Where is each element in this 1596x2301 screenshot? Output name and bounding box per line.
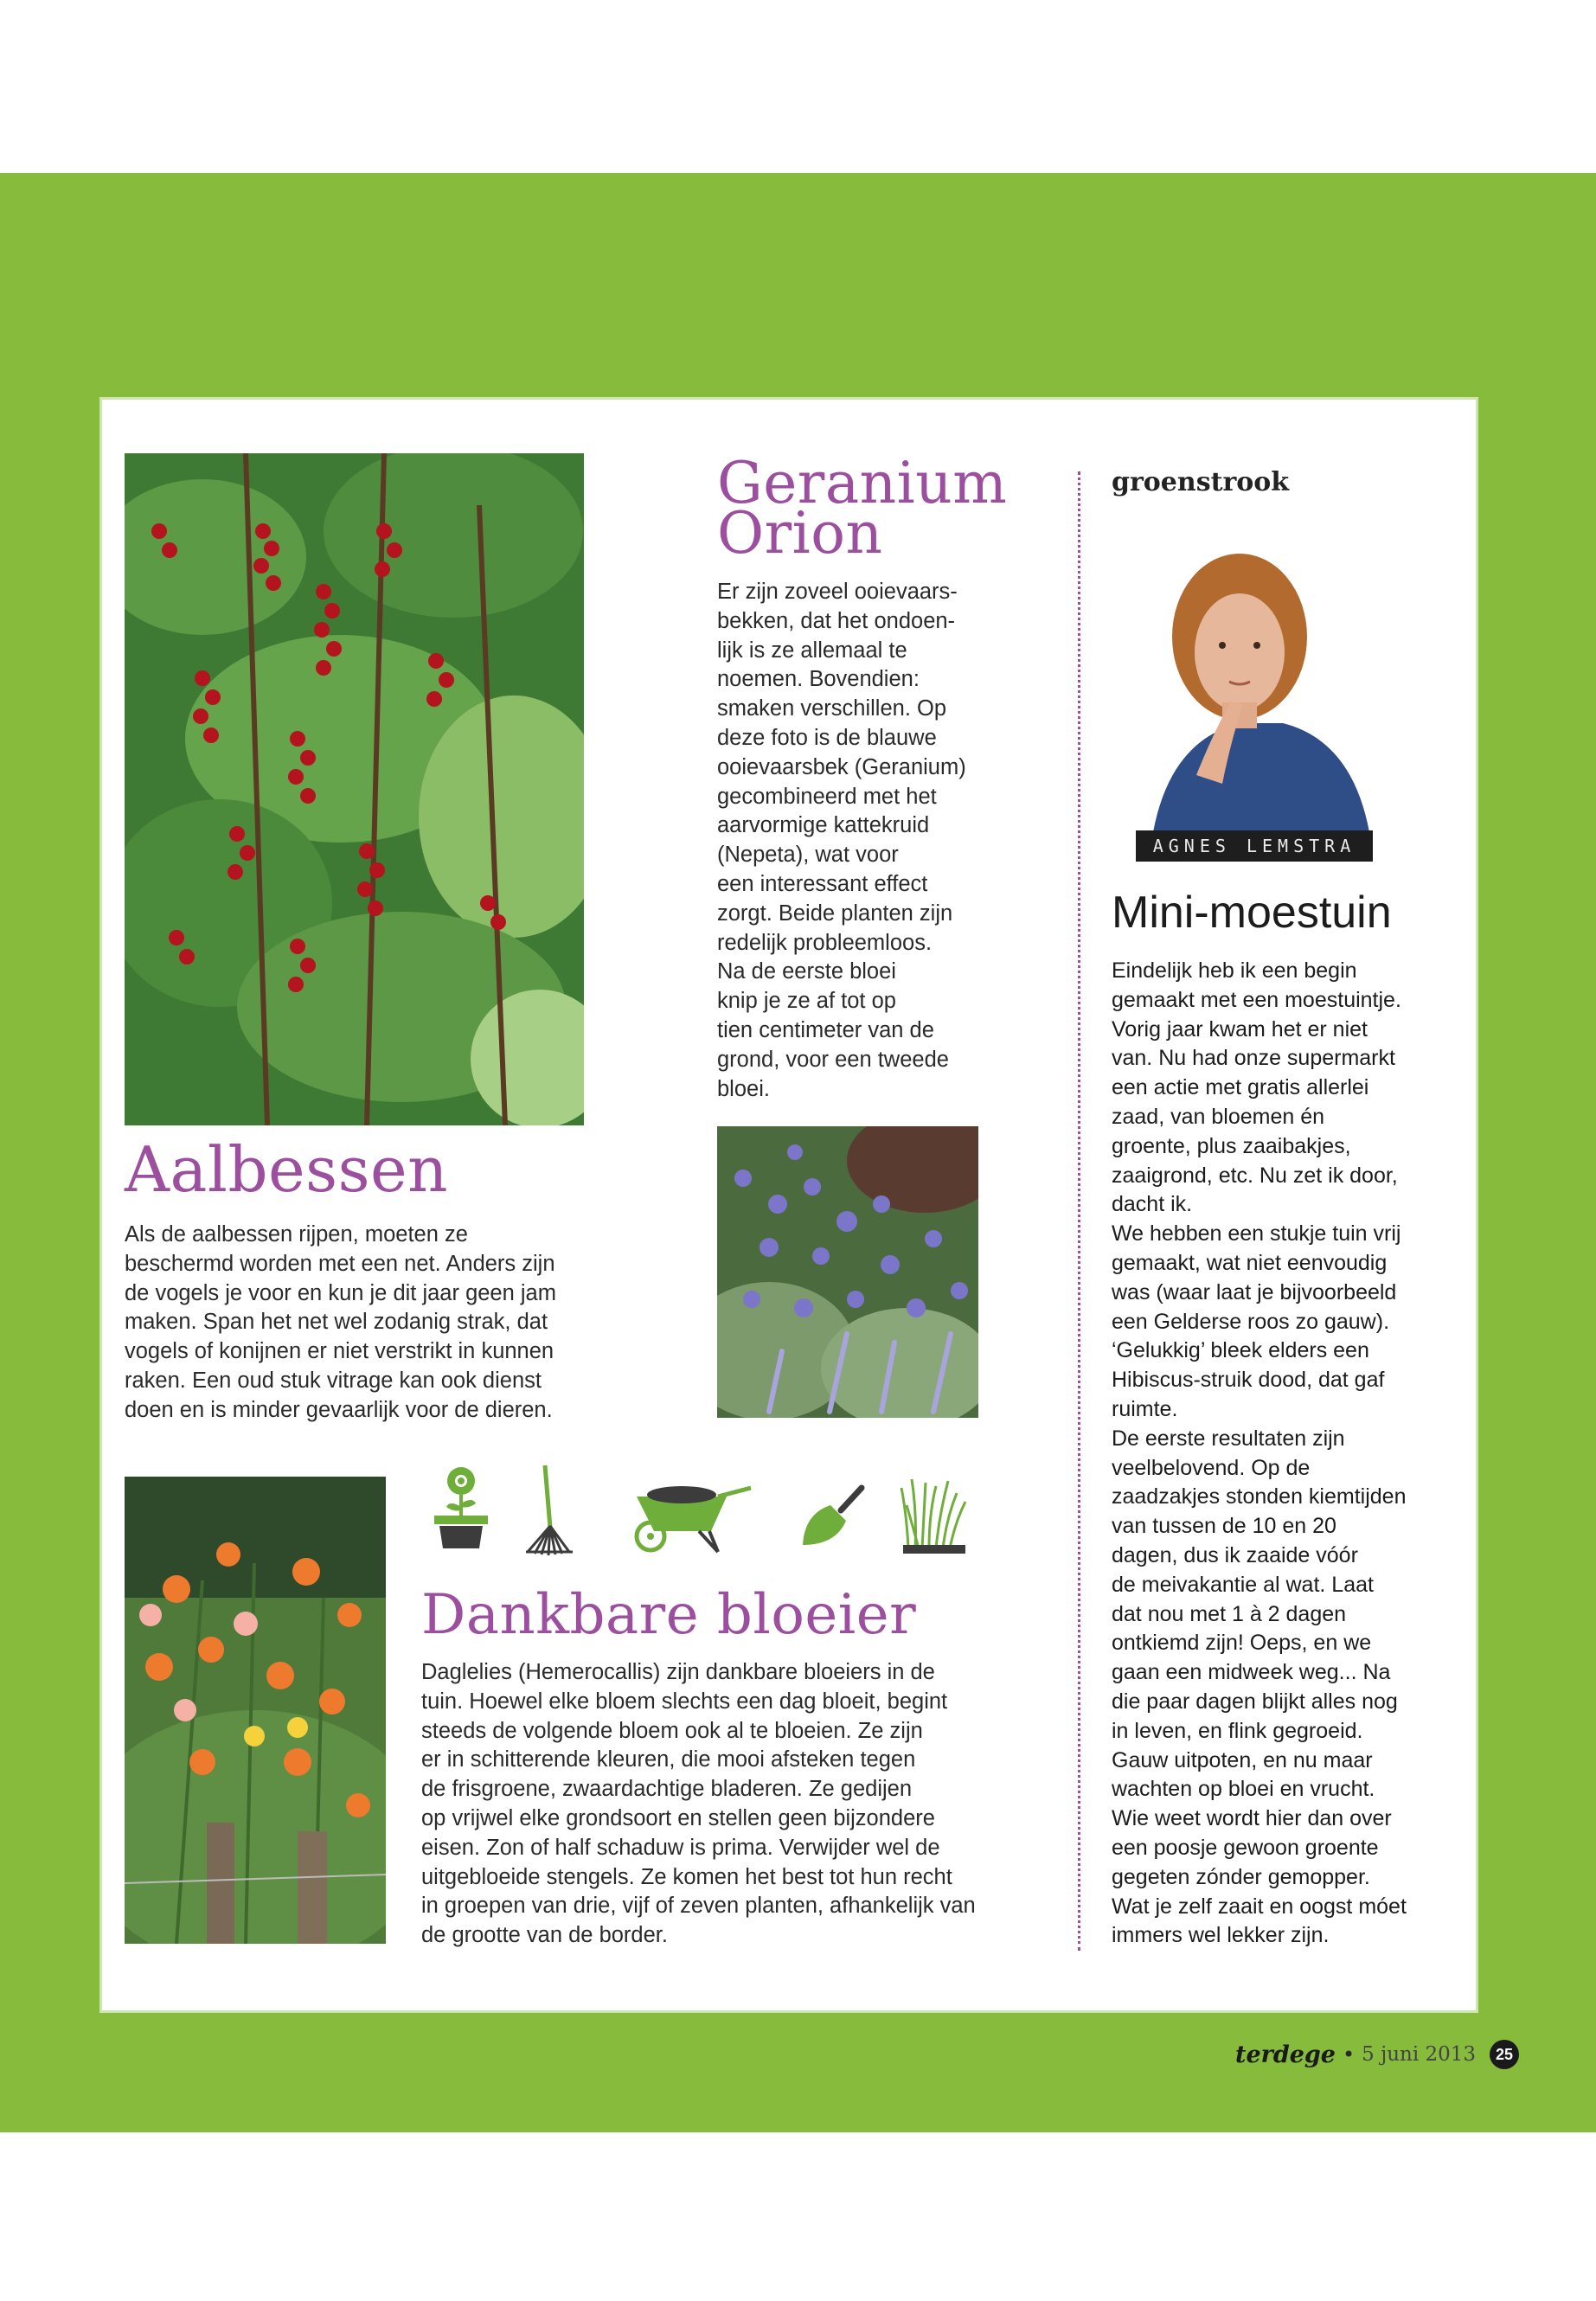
rake-icon <box>519 1462 580 1557</box>
grass-icon <box>900 1462 969 1557</box>
aalbessen-photo <box>125 453 584 1125</box>
column-title: Mini-moestuin <box>1112 888 1392 938</box>
daglelie-photo <box>125 1477 386 1944</box>
column-divider <box>1078 471 1080 1951</box>
geranium-body: Er zijn zoveel ooievaars- bekken, dat het ondoen- lijk is ze allemaal te noemen. Bovendien: smaken verschillen. Op deze foto is de blauwe ooievaarsbek (Geranium) gecombineerd met het aarvormige kattekruid (Nepeta), wat voor een interessant effect zorgt. Beide planten zijn redelijk probleemloos. Na de eerste bloei knip je ze af tot op tien centimeter van de grond, voor een tweede bloei. <box>717 580 966 1101</box>
footer-separator: • <box>1343 2042 1356 2067</box>
dankbare-title: Dankbare bloeier <box>421 1583 917 1647</box>
page-footer <box>1235 2037 1519 2072</box>
dankbare-body: Daglelies (Hemerocallis) zijn dankbare bloeiers in de tuin. Hoewel elke bloem slechts een dag bloeit, begint steeds de volgende bloem ook al te bloeien. Ze zijn er in schitterende kleuren, die mooi afsteken tegen de frisgroene, zwaardachtige bladeren. Ze gedijen op vrijwel elke grondsoort en stellen geen bijzondere eisen. Zon of half schaduw is prima. Verwijder wel de uitgebloeide stengels. Ze komen het best tot hun recht in groepen van drie, vijf of zeven planten, afhankelijk van de grootte van de border. <box>421 1660 976 1948</box>
author-name-tag: AGNES LEMSTRA <box>1136 830 1373 862</box>
wheelbarrow-icon <box>631 1462 753 1557</box>
magazine-brand: terdege <box>1235 2041 1336 2068</box>
potted-flower-icon <box>431 1462 491 1557</box>
page-number: 25 <box>1490 2040 1519 2069</box>
author-portrait <box>1136 542 1373 832</box>
geranium-title-line2: Orion <box>717 500 883 567</box>
aalbessen-title: Aalbessen <box>125 1133 449 1206</box>
garden-icons-row <box>424 1462 977 1557</box>
geranium-photo <box>717 1126 978 1418</box>
issue-date: 5 juni 2013 <box>1362 2043 1477 2066</box>
column-body: Eindelijk heb ik een begin gemaakt met een moestuintje. Vorig jaar kwam het er niet van. Nu had onze supermarkt een actie met gratis allerlei zaad, van bloemen én groente, plus zaaibakjes, zaaigrond, etc. Nu zet ik door, dacht ik. We hebben een stukje tuin vrij gemaakt, wat niet eenvoudig was (waar laat je bijvoorbeeld een Gelderse roos zo gauw). ‘Gelukkig’ bleek elders een Hibiscus-struik dood, dat gaf ruimte. De eerste resultaten zijn veelbelovend. Op de zaadzakjes stonden kiemtijden van tussen de 10 en 20 dagen, dus ik zaaide vóór de meivakantie al wat. Laat dat nou met 1 à 2 dagen ontkiemd zijn! Oeps, en we gaan een midweek weg... Na die paar dagen blijkt alles nog in leven, en flink gegroeid. Gauw uitpoten, en nu maar wachten op bloei en vrucht. Wie weet wordt hier dan over een poosje gewoon groente gegeten zónder gemopper. Wat je zelf zaait en oogst móet immers wel lekker zijn. <box>1112 958 1407 1948</box>
column-rubric: groenstrook <box>1112 467 1290 497</box>
aalbessen-body: Als de aalbessen rijpen, moeten ze beschermd worden met een net. Anders zijn de vogels je voor en kun je dit jaar geen jam maken. Span het net wel zodanig strak, dat vogels of konijnen er niet verstrikt in kunnen raken. Een oud stuk vitrage kan ook dienst doen en is minder gevaarlijk voor de dieren. <box>125 1222 556 1422</box>
trowel-icon <box>796 1462 865 1557</box>
geranium-title-line1: Geranium <box>717 450 1008 516</box>
